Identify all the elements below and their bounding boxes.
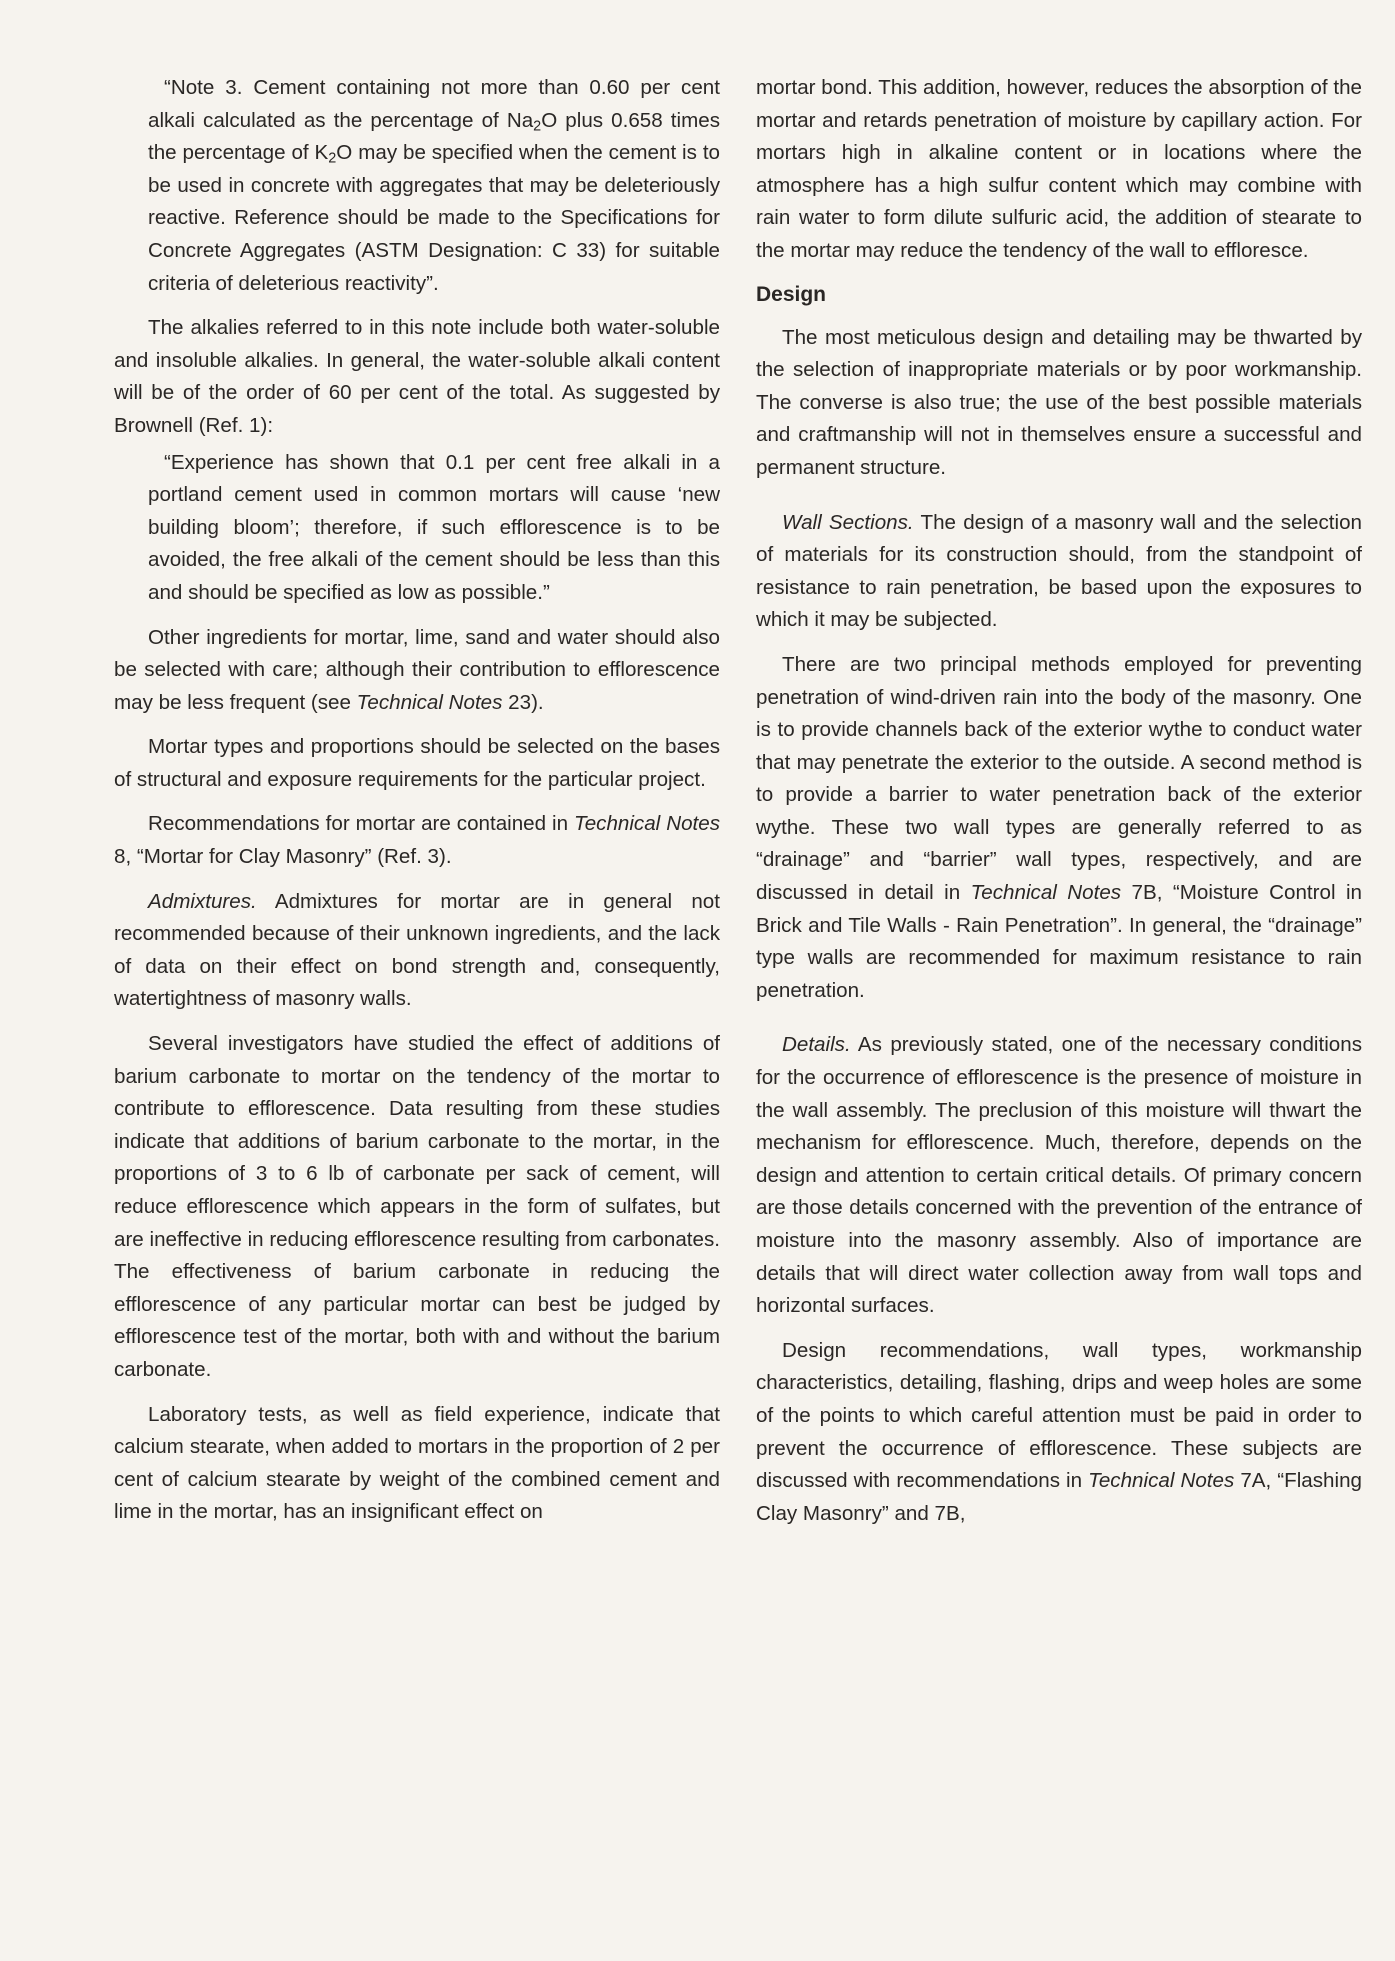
experience-quote: “Experience has shown that 0.1 per cent free alkali in a portland cement used in common mortars will cause ‘new building bloom’; therefore, if such efflorescence is to be avoided, the free alkali of the cement should be less than this and should be specified as low as possible.” — [148, 450, 720, 604]
left-column — [114, 72, 720, 1541]
admixtures-paragraph: Admixtures. Admixtures for mortar are in general not recommended because of their unknown ingredients, and the lack of data on their effect on bond strength and, consequently, watertightness of masonry walls. — [114, 889, 720, 1011]
alkalies-paragraph: The alkalies referred to in this note include both water-soluble and insoluble alkalies. In general, the water-soluble alkali content will be of the order of 60 per cent of the total. As suggested by Brownell (Ref. 1): — [114, 316, 720, 437]
design-heading: Design — [756, 282, 827, 306]
right-column — [756, 72, 1362, 1542]
recommendations-paragraph: Recommendations for mortar are contained in Technical Notes 8, “Mortar for Clay Masonry” (Ref. 3). — [114, 812, 721, 869]
admixtures-heading: Admixtures. — [148, 889, 257, 913]
note-3-paragraph: “Note 3. Cement containing not more than 0.60 per cent alkali calculated as the percentage of $Na_2O$ plus 0.658 times the percentage of $K_2O$ may be specified when the cement is to be used in concrete with aggregates that may be deleteriously reactive. Reference should be made to the Specifications for Concrete Aggregates (ASTM Designation: C 33) for suitable criteria of deleterious reactivity”. — [148, 76, 721, 295]
design-recommendations-paragraph: Design recommendations, wall types, workmanship characteristics, detailing, flashing, drips and weep holes are some of the points to which careful attention must be paid in order to prevent the occurrence of efflorescence. These subjects are discussed with recommendations in Technical Notes 7A, “Flashing Clay Masonry” and 7B, — [756, 1338, 1362, 1525]
other-ingredients-paragraph: Other ingredients for mortar, lime, sand and water should also be selected with care; although their contribution to efflorescence may be less frequent (see Technical Notes 23). — [114, 625, 720, 714]
laboratory-tests-paragraph: Laboratory tests, as well as field experience, indicate that calcium stearate, when added to mortars in the proportion of 2 per cent of calcium stearate by weight of the combined cement and lime in the mortar, has an insignificant effect on — [114, 1402, 720, 1524]
mortar-types-paragraph: Mortar types and proportions should be selected on the bases of structural and exposure requirements for the particular project. — [114, 735, 720, 791]
details-paragraph: Details. As previously stated, one of the necessary conditions for the occurrence of efflorescence is the presence of moisture in the wall assembly. The preclusion of this moisture will thwart the mechanism for efflorescence. Much, therefore, depends on the design and attention to certain critical details. Of primary concern are those details concerned with the prevention of the entrance of moisture into the masonry assembly. Also of importance are details that will direct water collection away from wall tops and horizontal surfaces. — [756, 1033, 1362, 1318]
mortar-bond-paragraph: mortar bond. This addition, however, reduces the absorption of the mortar and retards penetration of moisture by capillary action. For mortars high in alkaline content or in locations where the atmosphere has a high sulfur content which may combine with rain water to form dilute sulfuric acid, the addition of stearate to the mortar may reduce the tendency of the wall to effloresce. — [756, 76, 1362, 262]
design-paragraph: The most meticulous design and detailing may be thwarted by the selection of inappropriate materials or by poor workmanship. The converse is also true; the use of the best possible materials and craftmanship will not in themselves ensure a successful and permanent structure. — [756, 325, 1362, 479]
details-heading: Details. — [782, 1033, 851, 1057]
wall-sections-paragraph: Wall Sections. The design of a masonry wall and the selection of materials for its construction should, from the standpoint of resistance to rain penetration, be based upon the exposures to which it may be subjected. — [756, 510, 1362, 632]
wall-sections-heading: Wall Sections. — [782, 510, 914, 534]
two-methods-paragraph: There are two principal methods employed for preventing penetration of wind-driven rain into the body of the masonry. One is to provide channels back of the exterior wythe to conduct water that may penetrate the exterior to the outside. A second method is to provide a barrier to water penetration back of the exterior wythe. These two wall types are generally referred to as “drainage” and “barrier” wall types, respectively, and are discussed in detail in Technical Notes 7B, “Moisture Control in Brick and Tile Walls - Rain Penetration”. In general, the “drainage” type walls are recommended for maximum resistance to rain penetration. — [756, 652, 1362, 1002]
barium-carbonate-paragraph: Several investigators have studied the effect of additions of barium carbonate to mortar on the tendency of the mortar to contribute to efflorescence. Data resulting from these studies indicate that additions of barium carbonate to the mortar, in the proportions of 3 to 6 lb of carbonate per sack of cement, will reduce efflorescence which appears in the form of sulfates, but are ineffective in reducing efflorescence resulting from carbonates. The effectiveness of barium carbonate in reducing the efflorescence of any particular mortar can best be judged by efflorescence test of the mortar, both with and without the barium carbonate. — [114, 1032, 720, 1381]
